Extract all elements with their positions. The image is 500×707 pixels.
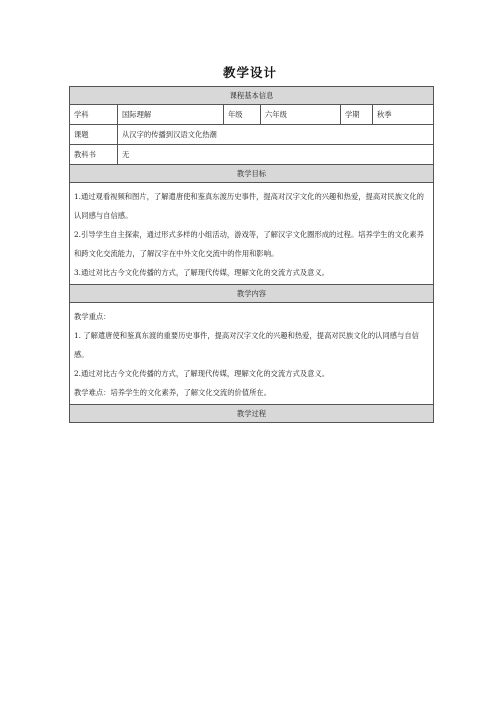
- textbook-row: [70, 145, 434, 165]
- basic-info-header: 课程基本信息: [70, 87, 434, 105]
- content-header-row: [70, 285, 434, 303]
- content-cell: [70, 303, 434, 405]
- lesson-plan-table: [69, 86, 434, 423]
- textbook-value: 无: [118, 145, 434, 165]
- subject-value: 国际理解: [118, 105, 224, 125]
- objective-item-2: 2.引导学生自主探索，通过形式多样的小组活动，游戏等，了解汉字文化圈形成的过程。培养学生的文化素养和跨文化交流能力，了解汉字在中外文化交流中的作用和影响。: [74, 230, 424, 258]
- objective-item-1: 1.通过观看视频和图片，了解遣唐使和鉴真东渡历史事件，提高对汉字文化的兴趣和热爱，提高对民族文化的认同感与自信感。: [74, 192, 424, 220]
- objectives-header: 教学目标: [70, 165, 434, 183]
- topic-label: 课题: [70, 125, 118, 145]
- grade-value: 六年级: [261, 105, 341, 125]
- subject-label: 学科: [70, 105, 118, 125]
- key-point-item-2: 2.通过对比古今文化传播的方式，了解现代传媒，理解文化的交流方式及意义。: [74, 369, 330, 378]
- key-point-item-1: 1. 了解遣唐使和鉴真东渡的重要历史事件，提高对汉字文化的兴趣和热爱，提高对民族文化的认同感与自信感。: [74, 331, 419, 359]
- page-title: 教学设计: [222, 65, 277, 80]
- topic-row: [70, 125, 434, 145]
- textbook-label: 教科书: [70, 145, 118, 165]
- objective-item-3: 3.通过对比古今文化传播的方式，了解现代传媒，理解文化的交流方式及意义。: [74, 268, 330, 277]
- subject-row: [70, 105, 434, 125]
- term-value: 秋季: [373, 105, 434, 125]
- process-header: 教学过程: [70, 405, 434, 423]
- objectives-header-row: [70, 165, 434, 183]
- process-header-row: [70, 405, 434, 423]
- difficulty-text: 教学难点：培养学生的文化素养，了解文化交流的价值所在。: [74, 388, 272, 397]
- content-header: 教学内容: [70, 285, 434, 303]
- term-label: 学期: [341, 105, 373, 125]
- content-row: [70, 303, 434, 405]
- grade-label: 年级: [224, 105, 261, 125]
- topic-value: 从汉字的传播到汉语文化热潮: [118, 125, 434, 145]
- basic-info-header-row: [70, 87, 434, 105]
- objectives-cell: [70, 183, 434, 285]
- objectives-row: [70, 183, 434, 285]
- key-points-label: 教学重点：: [74, 312, 111, 321]
